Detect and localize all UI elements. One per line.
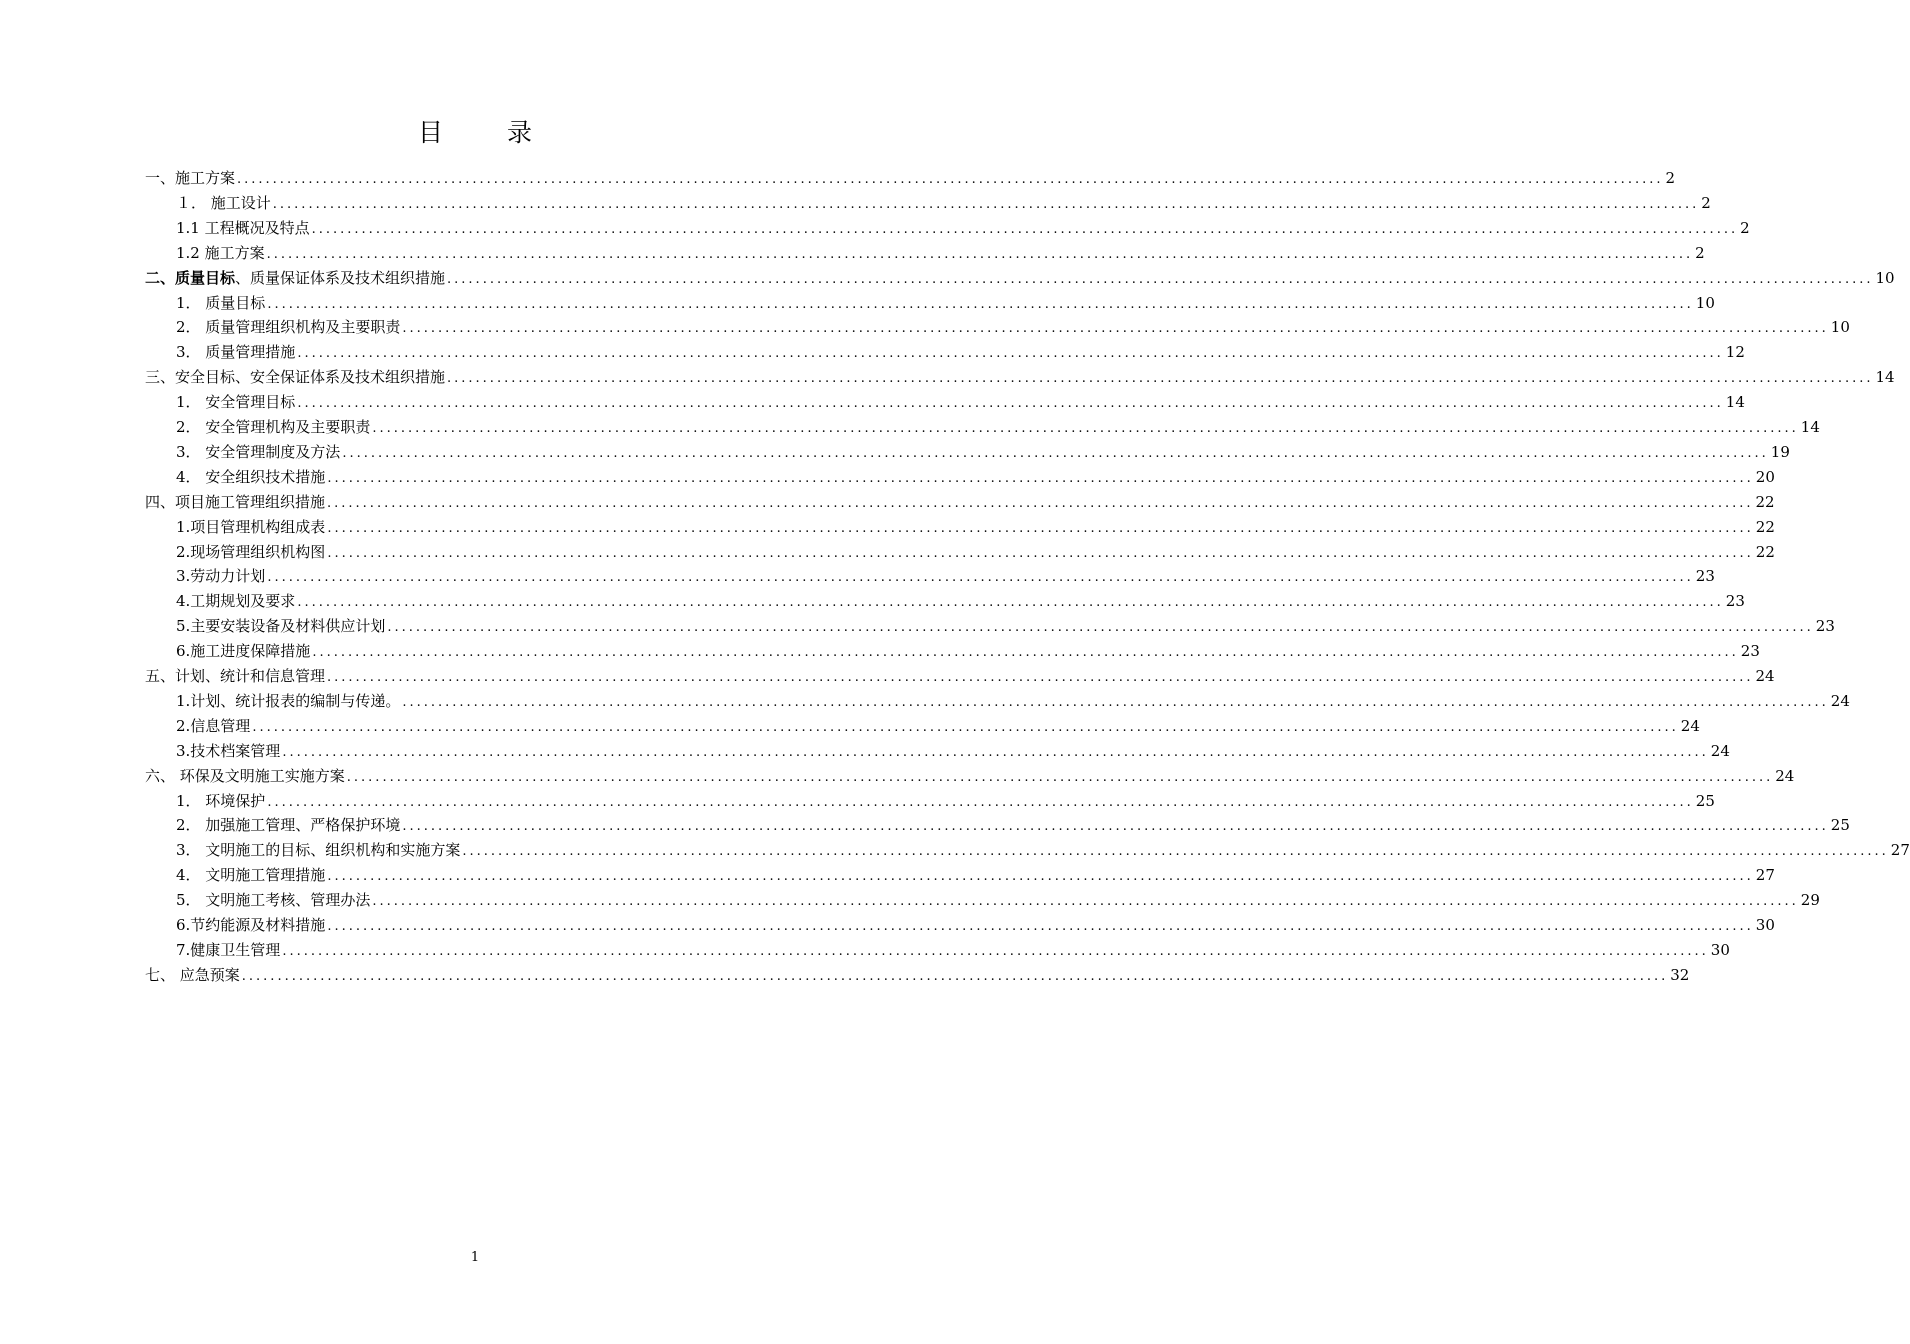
toc-leader-dots: ........................................................................................................................................................................................................ — [266, 246, 1694, 262]
toc-entry-label: 6.节约能源及材料措施 — [176, 916, 326, 934]
toc-entry-label: 5． 文明施工考核、管理办法 — [176, 891, 371, 910]
toc-entry-label: 4.工期规划及要求 — [176, 592, 296, 611]
toc-entry-page: 23 — [1695, 567, 1715, 586]
toc-entry-label-bold: 二、质量目标 — [145, 268, 236, 287]
page-number: 1 — [470, 1250, 480, 1265]
toc-entry-label: 4． 文明施工管理措施 — [176, 866, 326, 885]
toc-entry-page: 14 — [1800, 418, 1820, 436]
toc-entry[interactable] — [176, 390, 1745, 415]
toc-entry-label: 3.劳动力计划 — [176, 567, 266, 586]
toc-entry-page: 25 — [1695, 791, 1715, 810]
toc-entry-page: 23 — [1740, 642, 1760, 661]
toc-leader-dots: ........................................................................................................................................................................................................ — [327, 545, 1754, 561]
toc-leader-dots: ........................................................................................................................................................................................................ — [282, 744, 1709, 760]
toc-leader-dots: ........................................................................................................................................................................................................ — [372, 894, 1799, 910]
toc-entry-label: 3． 安全管理制度及方法 — [176, 442, 341, 461]
toc-entry[interactable] — [176, 813, 1850, 838]
toc-leader-dots: ........................................................................................................................................................................................................ — [312, 645, 1739, 661]
toc-entry[interactable] — [176, 639, 1760, 664]
toc-entry-label: 2.信息管理 — [176, 716, 251, 735]
toc-entry-page: 22 — [1755, 517, 1775, 536]
toc-entry[interactable] — [176, 838, 1910, 863]
toc-leader-dots: ........................................................................................................................................................................................................ — [447, 271, 1874, 287]
toc-leader-dots: ........................................................................................................................................................................................................ — [346, 769, 1774, 785]
toc-entry-page: 24 — [1680, 716, 1700, 735]
toc-entry[interactable] — [176, 938, 1730, 963]
toc-entry-label: 、质量保证体系及技术组织措施 — [235, 268, 446, 287]
toc-leader-dots: ........................................................................................................................................................................................................ — [327, 919, 1754, 934]
toc-entry-label: 3． 质量管理措施 — [176, 343, 296, 362]
toc-leader-dots: ........................................................................................................................................................................................................ — [267, 296, 1694, 312]
toc-entry-page: 24 — [1830, 691, 1850, 710]
toc-leader-dots: ........................................................................................................................................................................................................ — [387, 620, 1814, 636]
toc-entry[interactable] — [176, 689, 1850, 714]
toc-entry[interactable] — [145, 490, 1775, 515]
toc-leader-dots: ........................................................................................................................................................................................................ — [327, 520, 1754, 536]
toc-entry-page: 25 — [1830, 816, 1850, 835]
toc-leader-dots: ........................................................................................................................................................................................................ — [237, 172, 1664, 187]
toc-entry-page: 23 — [1815, 617, 1835, 636]
toc-entry[interactable] — [176, 515, 1775, 540]
toc-leader-dots: ........................................................................................................................................................................................................ — [327, 470, 1754, 486]
toc-entry-label: 一、施工方案 — [145, 169, 236, 187]
toc-leader-dots: ........................................................................................................................................................................................................ — [282, 943, 1709, 959]
toc-title: 目 录 — [418, 118, 560, 147]
toc-entry-label: 7.健康卫生管理 — [176, 940, 281, 959]
toc-entry-page: 24 — [1710, 741, 1730, 760]
toc-leader-dots: ........................................................................................................................................................................................................ — [447, 371, 1874, 387]
toc-entry-label: 5.主要安装设备及材料供应计划 — [176, 617, 386, 636]
toc-entry[interactable] — [176, 863, 1775, 888]
toc-leader-dots: ........................................................................................................................................................................................................ — [327, 670, 1754, 685]
toc-entry-page: 32 — [1670, 965, 1690, 984]
toc-entry[interactable] — [176, 415, 1820, 440]
toc-entry[interactable] — [176, 888, 1820, 913]
toc-leader-dots: ........................................................................................................................................................................................................ — [297, 595, 1724, 611]
toc-entry-page: 22 — [1755, 542, 1775, 561]
toc-entry[interactable] — [145, 963, 1690, 988]
toc-entry-label: 3.技术档案管理 — [176, 741, 281, 760]
toc-entry[interactable] — [176, 540, 1775, 565]
toc-entry-label: 1． 环境保护 — [176, 791, 266, 810]
toc-leader-dots: ........................................................................................................................................................................................................ — [402, 819, 1829, 835]
toc-entry[interactable] — [176, 216, 1750, 241]
toc-entry-label: 三、安全目标、安全保证体系及技术组织措施 — [145, 368, 446, 387]
toc-entry-page: 2 — [1695, 243, 1705, 262]
toc-entry[interactable] — [145, 664, 1775, 689]
toc-entry-page: 27 — [1755, 866, 1775, 885]
toc-entry-page: 20 — [1755, 467, 1775, 486]
toc-entry-label: 1． 质量目标 — [176, 293, 266, 312]
toc-entry-label: 4． 安全组织技术措施 — [176, 467, 326, 486]
toc-leader-dots: ........................................................................................................................................................................................................ — [252, 719, 1679, 735]
toc-entry-page: 30 — [1710, 940, 1730, 959]
toc-leader-dots: ........................................................................................................................................................................................................ — [372, 421, 1799, 436]
toc-entry[interactable] — [176, 789, 1715, 814]
toc-entry-page: 27 — [1890, 841, 1910, 860]
toc-entry[interactable] — [176, 714, 1700, 739]
toc-entry-label: 3． 文明施工的目标、组织机构和实施方案 — [176, 841, 461, 860]
toc-entry[interactable] — [176, 291, 1715, 316]
toc-entry-page: 10 — [1830, 318, 1850, 337]
toc-leader-dots: ........................................................................................................................................................................................................ — [462, 844, 1889, 860]
toc-entry[interactable] — [176, 440, 1790, 465]
toc-entry-label: 2． 安全管理机构及主要职责 — [176, 418, 371, 436]
toc-leader-dots: ........................................................................................................................................................................................................ — [342, 445, 1769, 461]
toc-entry-label: 1． 安全管理目标 — [176, 393, 296, 412]
toc-entry[interactable] — [145, 764, 1795, 789]
toc-leader-dots: ........................................................................................................................................................................................................ — [272, 196, 1700, 212]
toc-leader-dots: ........................................................................................................................................................................................................ — [402, 694, 1829, 710]
toc-entry-page: 22 — [1755, 492, 1775, 511]
toc-entry[interactable] — [176, 340, 1745, 365]
toc-entry-label: 1.项目管理机构组成表 — [176, 517, 326, 536]
toc-entry-page: 2 — [1740, 218, 1750, 237]
toc-entry-label: 2． 加强施工管理、严格保护环境 — [176, 816, 401, 835]
toc-entry-page: 23 — [1725, 592, 1745, 611]
toc-entry-label: 1.2 施工方案 — [176, 243, 265, 262]
toc-entry-page: 2 — [1665, 169, 1676, 187]
toc-entry-label: 六、 环保及文明施工实施方案 — [145, 766, 345, 785]
toc-entry-label: 2． 质量管理组织机构及主要职责 — [176, 318, 401, 337]
toc-entry-page: 14 — [1875, 368, 1895, 387]
toc-entry-page: 10 — [1875, 268, 1895, 287]
toc-entry-page: 12 — [1725, 343, 1745, 362]
toc-entry-page: 10 — [1695, 293, 1715, 312]
toc-entry-page: 30 — [1755, 916, 1775, 934]
toc-leader-dots: ........................................................................................................................................................................................................ — [327, 869, 1754, 885]
toc-entry-label: 1.计划、统计报表的编制与传递。 — [176, 691, 401, 710]
toc-entry-label: 五、计划、统计和信息管理 — [145, 667, 326, 685]
toc-entry[interactable] — [176, 739, 1730, 764]
toc-entry-label: 6.施工进度保障措施 — [176, 642, 311, 661]
toc-entry-page: 24 — [1775, 766, 1795, 785]
toc-leader-dots: ........................................................................................................................................................................................................ — [267, 794, 1694, 810]
toc-entry[interactable] — [176, 191, 1711, 216]
toc-leader-dots: ........................................................................................................................................................................................................ — [297, 396, 1724, 412]
toc-entry[interactable] — [176, 564, 1715, 589]
toc-entry-label: 1.1 工程概况及特点 — [176, 218, 310, 237]
toc-entry-page: 14 — [1725, 393, 1745, 412]
toc-entry[interactable] — [176, 241, 1705, 266]
toc-leader-dots: ........................................................................................................................................................................................................ — [311, 221, 1739, 237]
toc-entry-page: 2 — [1701, 193, 1711, 212]
toc-entry-page: 19 — [1770, 442, 1790, 461]
toc-leader-dots: ........................................................................................................................................................................................................ — [402, 321, 1829, 337]
toc-entry-label: 四、项目施工管理组织措施 — [145, 492, 326, 511]
toc-leader-dots: ........................................................................................................................................................................................................ — [241, 968, 1669, 984]
toc-entry[interactable] — [176, 589, 1745, 614]
toc-entry[interactable] — [176, 614, 1835, 639]
toc-entry[interactable] — [145, 365, 1895, 390]
toc-entry[interactable] — [145, 166, 1676, 191]
toc-leader-dots: ........................................................................................................................................................................................................ — [267, 570, 1694, 586]
toc-entry-page: 24 — [1755, 667, 1775, 685]
toc-entry[interactable] — [145, 266, 1895, 291]
toc-entry[interactable] — [176, 913, 1775, 938]
toc-entry-label: １． 施工设计 — [176, 193, 271, 212]
toc-leader-dots: ........................................................................................................................................................................................................ — [327, 495, 1754, 511]
toc-entry[interactable] — [176, 465, 1775, 490]
toc-leader-dots: ........................................................................................................................................................................................................ — [297, 346, 1724, 362]
toc-entry-label: 2.现场管理组织机构图 — [176, 542, 326, 561]
toc-entry-label: 七、 应急预案 — [145, 965, 240, 984]
toc-entry[interactable] — [176, 315, 1850, 340]
toc-entry-page: 29 — [1800, 891, 1820, 910]
